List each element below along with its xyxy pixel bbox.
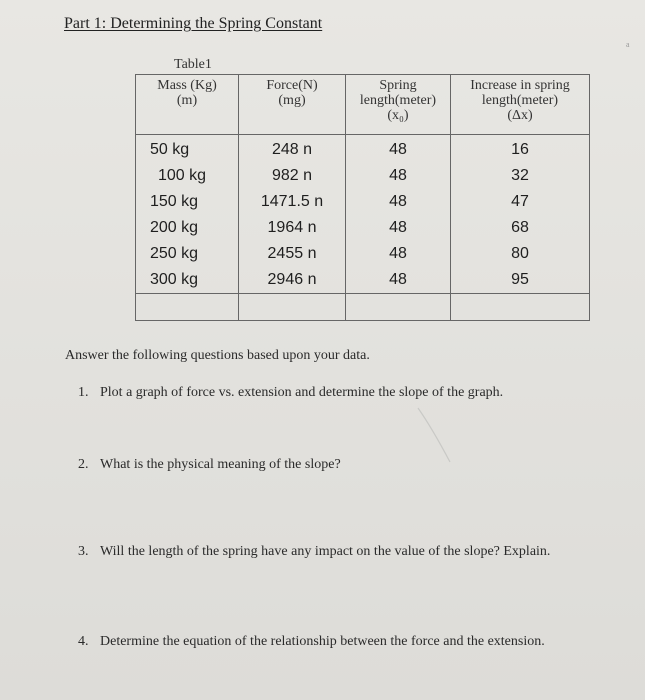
question-2-text: What is the physical meaning of the slope? (100, 457, 341, 472)
cell-mass: 300 kg (136, 267, 239, 294)
header-mass-line-2: (m) (176, 93, 198, 108)
cell-mass: 100 kg (136, 163, 239, 189)
corner-mark: a (626, 40, 630, 49)
question-2-number: 2. (78, 457, 89, 472)
header-force (239, 75, 346, 135)
header-increase (451, 75, 590, 135)
header-mass-line-1: Mass (Kg) (157, 78, 217, 93)
table-row (136, 267, 590, 294)
cell-force: 248 n (239, 135, 346, 164)
table-header-row (136, 75, 590, 135)
cell-mass: 200 kg (136, 215, 239, 241)
cell-increase: 16 (451, 135, 590, 164)
header-force-line-1: Force(N) (266, 78, 318, 93)
header-spring-line-3: (x₀) (387, 108, 409, 123)
question-2 (78, 457, 341, 473)
cell-empty (136, 294, 239, 321)
cell-increase: 95 (451, 267, 590, 294)
table-caption: Table1 (174, 57, 212, 72)
cell-force: 1964 n (239, 215, 346, 241)
cell-increase: 32 (451, 163, 590, 189)
question-3-text: Will the length of the spring have any impact on the value of the slope? Explain. (100, 544, 551, 559)
cell-length: 48 (346, 135, 451, 164)
cell-mass: 50 kg (136, 135, 239, 164)
question-1 (78, 385, 503, 401)
table-row (136, 189, 590, 215)
question-3-number: 3. (78, 544, 89, 559)
question-1-number: 1. (78, 385, 89, 400)
cell-increase: 47 (451, 189, 590, 215)
table-row (136, 135, 590, 164)
question-4 (78, 634, 545, 650)
table-row (136, 215, 590, 241)
cell-length: 48 (346, 267, 451, 294)
cell-increase: 68 (451, 215, 590, 241)
instructions-text: Answer the following questions based upon your data. (65, 348, 370, 363)
cell-length: 48 (346, 163, 451, 189)
cell-empty (346, 294, 451, 321)
cell-length: 48 (346, 189, 451, 215)
header-increase-line-3: (Δx) (507, 108, 533, 123)
section-heading: Part 1: Determining the Spring Constant (64, 15, 323, 32)
header-force-line-2: (mg) (278, 93, 306, 108)
question-1-text: Plot a graph of force vs. extension and determine the slope of the graph. (100, 385, 504, 400)
cell-mass: 150 kg (136, 189, 239, 215)
table-empty-row (136, 294, 590, 321)
header-increase-line-2: length(meter) (481, 93, 559, 108)
table-row (136, 241, 590, 267)
header-mass (136, 75, 239, 135)
cell-empty (239, 294, 346, 321)
cell-mass: 250 kg (136, 241, 239, 267)
header-spring-line-1: Spring (379, 78, 417, 93)
cell-length: 48 (346, 241, 451, 267)
question-4-number: 4. (78, 634, 89, 649)
cell-length: 48 (346, 215, 451, 241)
cell-force: 2946 n (239, 267, 346, 294)
table-row (136, 163, 590, 189)
cell-force: 982 n (239, 163, 346, 189)
header-spring-line-2: length(meter) (359, 93, 437, 108)
question-3 (78, 544, 550, 560)
cell-force: 1471.5 n (239, 189, 346, 215)
question-4-text: Determine the equation of the relationship between the force and the extension. (100, 634, 545, 649)
header-increase-line-1: Increase in spring (470, 78, 570, 93)
cell-empty (451, 294, 590, 321)
spring-data-table (135, 74, 590, 321)
header-spring-length (346, 75, 451, 135)
cell-increase: 80 (451, 241, 590, 267)
cell-force: 2455 n (239, 241, 346, 267)
